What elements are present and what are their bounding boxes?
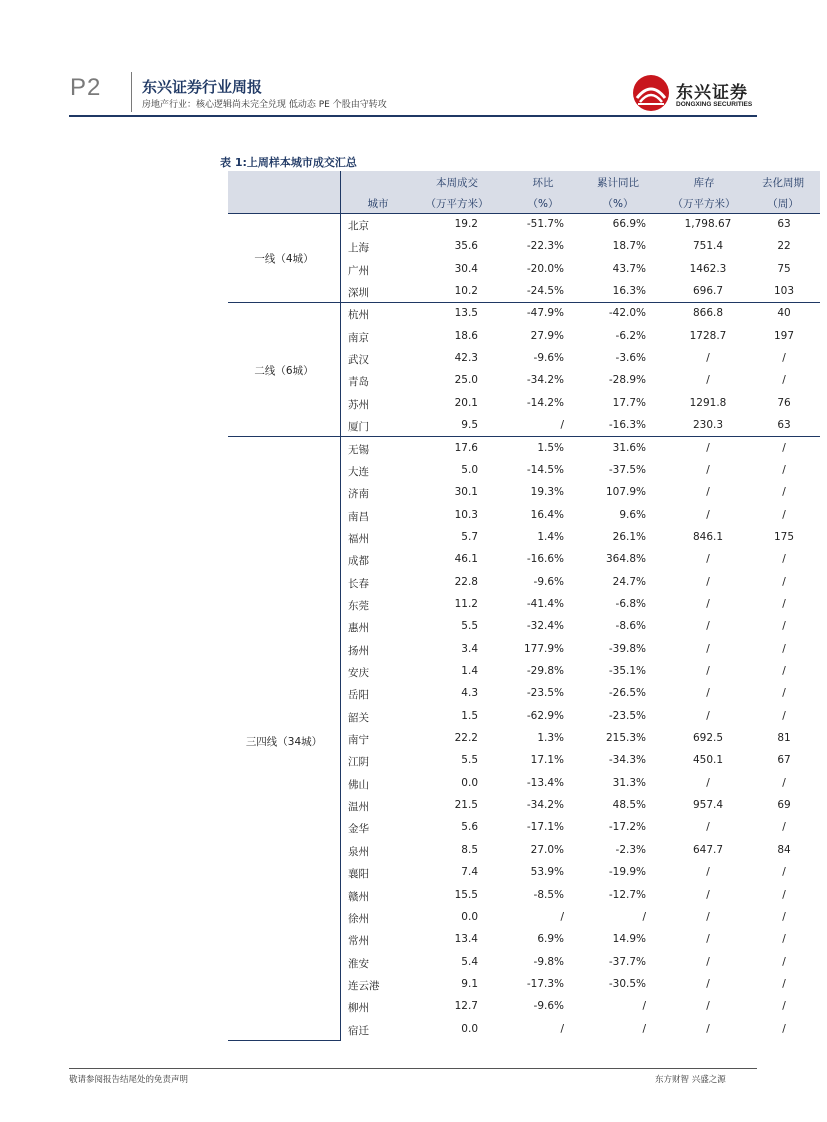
table-row [340, 416, 820, 438]
table-row [340, 1020, 820, 1042]
cell-volume: 10.3 [454, 508, 478, 521]
table-row [340, 371, 820, 393]
cell-volume: 5.7 [461, 530, 478, 543]
cell-volume: 11.2 [454, 597, 478, 610]
cell-volume: 17.6 [454, 441, 478, 454]
table-row [340, 640, 820, 662]
table-row [340, 394, 820, 416]
report-title: 东兴证券行业周报 [142, 78, 263, 96]
cell-cycle: 76 [777, 396, 791, 409]
table-row [340, 796, 820, 818]
cell-inventory: / [706, 776, 710, 789]
table-row [340, 729, 820, 751]
col-header-inventory-unit: （万平方米） [672, 198, 736, 210]
table-row [340, 282, 820, 304]
cell-city: 徐州 [348, 912, 369, 925]
cell-city: 赣州 [348, 890, 369, 903]
col-header-cycle-unit: （周） [767, 198, 799, 210]
cell-yoy: 107.9% [605, 486, 646, 499]
cell-volume: 5.5 [461, 620, 478, 633]
cell-cycle: 197 [773, 329, 795, 342]
col-header-yoy-unit: （%） [602, 198, 634, 210]
table-caption: 表 1:上周样本城市成交汇总 [220, 156, 357, 169]
cell-mom: / [560, 910, 564, 923]
cell-city: 常州 [348, 935, 369, 948]
cell-volume: 46.1 [454, 553, 478, 566]
cell-city: 无锡 [348, 443, 369, 456]
cell-volume: 9.1 [461, 977, 478, 990]
cell-yoy: -2.3% [615, 843, 646, 856]
cell-inventory: / [706, 709, 710, 722]
cell-inventory: 866.8 [692, 307, 724, 320]
logo-text-cn: 东兴证券 [676, 83, 748, 103]
cell-yoy: -12.7% [608, 888, 646, 901]
table-row [340, 684, 820, 706]
cell-cycle: / [782, 821, 786, 834]
cell-mom: -34.2% [526, 799, 564, 812]
cell-inventory: / [706, 933, 710, 946]
cell-inventory: 751.4 [692, 240, 724, 253]
cell-inventory: / [706, 977, 710, 990]
cell-cycle: 67 [777, 754, 791, 767]
cell-cycle: / [782, 642, 786, 655]
cell-mom: -17.1% [526, 821, 564, 834]
table-row [340, 506, 820, 528]
table-row [340, 461, 820, 483]
cell-inventory: / [706, 575, 710, 588]
cell-yoy: 31.3% [612, 776, 646, 789]
cell-cycle: 69 [777, 799, 791, 812]
cell-inventory: 647.7 [692, 843, 724, 856]
cell-mom: -16.6% [526, 553, 564, 566]
cell-cycle: / [782, 1022, 786, 1035]
cell-city: 连云港 [348, 979, 380, 992]
cell-inventory: / [706, 597, 710, 610]
col-header-inventory: 库存 [693, 177, 715, 189]
cell-yoy: -16.3% [608, 419, 646, 432]
cell-city: 长春 [348, 577, 369, 590]
cell-inventory: 1,798.67 [684, 218, 732, 230]
cell-city: 广州 [348, 264, 369, 277]
cell-cycle: / [782, 910, 786, 923]
cell-yoy: 16.3% [612, 285, 646, 298]
cell-inventory: 1728.7 [689, 329, 727, 342]
cell-city: 扬州 [348, 644, 369, 657]
cell-cycle: / [782, 441, 786, 454]
cell-yoy: -19.9% [608, 866, 646, 879]
cell-inventory: 1291.8 [689, 396, 727, 409]
cell-city: 佛山 [348, 778, 369, 791]
cell-inventory: / [706, 642, 710, 655]
cell-mom: -9.6% [533, 1000, 564, 1013]
cell-cycle: 75 [777, 262, 791, 275]
cell-cycle: / [782, 597, 786, 610]
cell-inventory: 957.4 [692, 799, 724, 812]
cell-city: 襄阳 [348, 868, 369, 881]
col-header-cycle: 去化周期 [762, 177, 804, 189]
cell-mom: -14.5% [526, 463, 564, 476]
cell-yoy: -17.2% [608, 821, 646, 834]
cell-cycle: / [782, 955, 786, 968]
cell-volume: 4.3 [461, 687, 478, 700]
logo-mark-icon [632, 74, 670, 112]
cell-yoy: -28.9% [608, 374, 646, 387]
table-row [340, 975, 820, 997]
col-header-volume: 本周成交 [436, 177, 478, 189]
report-subtitle: 房地产行业：核心逻辑尚未完全兑现 低动态 PE 个股由守转攻 [142, 100, 387, 110]
col-header-yoy: 累计同比 [597, 177, 639, 189]
table-row [340, 953, 820, 975]
cell-yoy: 66.9% [612, 218, 646, 230]
cell-inventory: / [706, 1000, 710, 1013]
table-row [340, 997, 820, 1019]
cell-cycle: 175 [773, 530, 795, 543]
cell-city: 苏州 [348, 398, 369, 411]
cell-volume: 5.0 [461, 463, 478, 476]
table-row [340, 707, 820, 729]
table-row [340, 483, 820, 505]
cell-volume: 1.5 [461, 709, 478, 722]
cell-mom: 27.9% [530, 329, 564, 342]
cell-mom: 53.9% [530, 866, 564, 879]
footer-slogan: 东方财智 兴盛之源 [655, 1075, 726, 1085]
cell-cycle: 84 [777, 843, 791, 856]
cell-mom: -17.3% [526, 977, 564, 990]
table-row [340, 662, 820, 684]
cell-volume: 1.4 [461, 665, 478, 677]
cell-cycle: 22 [777, 240, 791, 253]
cell-city: 泉州 [348, 845, 369, 858]
cell-cycle: / [782, 508, 786, 521]
cell-cycle: 81 [777, 732, 791, 745]
cell-volume: 13.4 [454, 933, 478, 946]
cell-mom: -9.6% [533, 352, 564, 365]
cell-city: 金华 [348, 823, 369, 836]
cell-inventory: 230.3 [692, 419, 724, 432]
cell-mom: 177.9% [523, 642, 564, 655]
cell-cycle: / [782, 687, 786, 700]
cell-cycle: / [782, 665, 786, 677]
cell-yoy: -39.8% [608, 642, 646, 655]
cell-volume: 22.8 [454, 575, 478, 588]
cell-cycle: / [782, 575, 786, 588]
table-row [340, 863, 820, 885]
table-row [340, 550, 820, 572]
cell-volume: 15.5 [454, 888, 478, 901]
cell-city: 淮安 [348, 957, 369, 970]
cell-yoy: 48.5% [612, 799, 646, 812]
cell-cycle: 63 [777, 419, 791, 432]
cell-mom: -62.9% [526, 709, 564, 722]
cell-city: 青岛 [348, 376, 369, 389]
cell-mom: -8.5% [533, 888, 564, 901]
cell-mom: -29.8% [526, 665, 564, 677]
cell-inventory: / [706, 508, 710, 521]
cell-mom: 27.0% [530, 843, 564, 856]
footer-disclaimer: 敬请参阅报告结尾处的免责声明 [69, 1075, 189, 1085]
cell-city: 安庆 [348, 667, 369, 679]
table-header-rule [228, 213, 820, 214]
cell-volume: 8.5 [461, 843, 478, 856]
cell-inventory: / [706, 687, 710, 700]
cell-yoy: 215.3% [605, 732, 646, 745]
cell-city: 惠州 [348, 622, 369, 635]
cell-volume: 21.5 [454, 799, 478, 812]
table-row [340, 908, 820, 930]
cell-cycle: / [782, 486, 786, 499]
page-number: P2 [70, 74, 102, 101]
col-header-mom-unit: （%） [527, 198, 559, 210]
col-header-mom: 环比 [532, 177, 554, 189]
cell-city: 深圳 [348, 287, 369, 300]
table-header [228, 171, 820, 213]
cell-city: 成都 [348, 555, 369, 568]
cell-volume: 22.2 [454, 732, 478, 745]
cell-yoy: -37.5% [608, 463, 646, 476]
cell-inventory: 692.5 [692, 732, 724, 745]
cell-inventory: 846.1 [692, 530, 724, 543]
table-row [340, 528, 820, 550]
cell-mom: -9.6% [533, 575, 564, 588]
cell-mom: 6.9% [537, 933, 564, 946]
cell-mom: -47.9% [526, 307, 564, 320]
table-row [340, 818, 820, 840]
cell-inventory: / [706, 910, 710, 923]
cell-city: 东莞 [348, 599, 369, 612]
cell-yoy: 9.6% [619, 508, 646, 521]
cell-yoy: -8.6% [615, 620, 646, 633]
cell-yoy: 31.6% [612, 441, 646, 454]
cell-cycle: 103 [773, 285, 795, 298]
table-row [340, 774, 820, 796]
table-row [340, 930, 820, 952]
cell-inventory: / [706, 486, 710, 499]
header-divider [131, 72, 132, 112]
cell-yoy: 26.1% [612, 530, 646, 543]
table-row [340, 260, 820, 282]
cell-volume: 0.0 [461, 910, 478, 923]
cell-volume: 20.1 [454, 396, 478, 409]
table-row [340, 327, 820, 349]
cell-cycle: / [782, 888, 786, 901]
cell-inventory: 1462.3 [689, 262, 727, 275]
cell-yoy: / [642, 1022, 646, 1035]
cell-inventory: / [706, 866, 710, 879]
cell-yoy: 24.7% [612, 575, 646, 588]
cell-mom: 1.4% [537, 530, 564, 543]
col-header-volume-unit: （万平方米） [425, 198, 489, 210]
cell-mom: -14.2% [526, 396, 564, 409]
cell-volume: 13.5 [454, 307, 478, 320]
cell-volume: 30.1 [454, 486, 478, 499]
table-row [340, 215, 820, 237]
cell-mom: -20.0% [526, 262, 564, 275]
cell-volume: 12.7 [454, 1000, 478, 1013]
cell-volume: 10.2 [454, 285, 478, 298]
cell-inventory: / [706, 665, 710, 677]
cell-mom: -34.2% [526, 374, 564, 387]
cell-yoy: 43.7% [612, 262, 646, 275]
cell-yoy: -6.2% [615, 329, 646, 342]
cell-cycle: / [782, 352, 786, 365]
cell-volume: 0.0 [461, 1022, 478, 1035]
cell-yoy: -35.1% [608, 665, 646, 677]
cell-mom: / [560, 1022, 564, 1035]
cell-volume: 5.4 [461, 955, 478, 968]
cell-inventory: / [706, 441, 710, 454]
cell-city: 厦门 [348, 421, 369, 434]
cell-mom: -41.4% [526, 597, 564, 610]
company-logo [632, 74, 762, 114]
table-row [340, 617, 820, 639]
cell-city: 大连 [348, 465, 369, 478]
cell-mom: -32.4% [526, 620, 564, 633]
cell-inventory: / [706, 620, 710, 633]
cell-cycle: / [782, 553, 786, 566]
cell-volume: 7.4 [461, 866, 478, 879]
table-bottom-rule [228, 1040, 340, 1041]
cell-city: 宿迁 [348, 1024, 369, 1037]
cell-inventory: 696.7 [692, 285, 724, 298]
table-row [340, 349, 820, 371]
cell-mom: 19.3% [530, 486, 564, 499]
cell-cycle: / [782, 933, 786, 946]
cell-city: 福州 [348, 532, 369, 545]
cell-inventory: / [706, 553, 710, 566]
cell-yoy: 17.7% [612, 396, 646, 409]
table-row [340, 304, 820, 326]
cell-cycle: / [782, 374, 786, 387]
cell-city: 江阴 [348, 756, 369, 769]
cell-volume: 25.0 [454, 374, 478, 387]
cell-cycle: 63 [777, 218, 791, 230]
cell-city: 南京 [348, 331, 369, 344]
cell-cycle: / [782, 463, 786, 476]
cell-yoy: -30.5% [608, 977, 646, 990]
cell-volume: 0.0 [461, 776, 478, 789]
cell-volume: 35.6 [454, 240, 478, 253]
cell-yoy: 18.7% [612, 240, 646, 253]
logo-text-en: DONGXING SECURITIES [676, 101, 753, 108]
cell-cycle: / [782, 977, 786, 990]
cell-inventory: / [706, 463, 710, 476]
cell-yoy: -3.6% [615, 352, 646, 365]
cell-volume: 30.4 [454, 262, 478, 275]
col-header-city: 城市 [367, 198, 389, 210]
cell-mom: -24.5% [526, 285, 564, 298]
table-row [340, 595, 820, 617]
cell-volume: 3.4 [461, 642, 478, 655]
cell-volume: 5.5 [461, 754, 478, 767]
cell-volume: 5.6 [461, 821, 478, 834]
cell-city: 南宁 [348, 734, 369, 747]
cell-yoy: -42.0% [608, 307, 646, 320]
group-label-tier3-4: 三四线（34城） [245, 736, 323, 748]
cell-inventory: 450.1 [692, 754, 724, 767]
header-rule [69, 115, 757, 117]
cell-cycle: / [782, 620, 786, 633]
cell-city: 杭州 [348, 309, 369, 322]
cell-city: 上海 [348, 242, 369, 255]
cell-cycle: / [782, 1000, 786, 1013]
cell-yoy: -26.5% [608, 687, 646, 700]
table-row [340, 841, 820, 863]
cell-city: 岳阳 [348, 689, 369, 702]
cell-inventory: / [706, 955, 710, 968]
cell-yoy: / [642, 910, 646, 923]
cell-mom: 17.1% [530, 754, 564, 767]
cell-mom: -51.7% [526, 218, 564, 230]
cell-yoy: -23.5% [608, 709, 646, 722]
cell-inventory: / [706, 888, 710, 901]
cell-volume: 42.3 [454, 352, 478, 365]
cell-mom: -23.5% [526, 687, 564, 700]
cell-cycle: / [782, 866, 786, 879]
cell-yoy: / [642, 1000, 646, 1013]
cell-cycle: / [782, 709, 786, 722]
cell-mom: 1.5% [537, 441, 564, 454]
cell-inventory: / [706, 1022, 710, 1035]
cell-city: 南昌 [348, 510, 369, 523]
group-label-tier1: 一线（4城） [254, 253, 314, 265]
cell-volume: 9.5 [461, 419, 478, 432]
table-row [340, 439, 820, 461]
cell-inventory: / [706, 374, 710, 387]
cell-volume: 18.6 [454, 329, 478, 342]
table-row [340, 751, 820, 773]
cell-yoy: 14.9% [612, 933, 646, 946]
cell-mom: / [560, 419, 564, 432]
cell-yoy: 364.8% [605, 553, 646, 566]
table-row [340, 237, 820, 259]
cell-mom: -22.3% [526, 240, 564, 253]
table-row [340, 886, 820, 908]
cell-yoy: -34.3% [608, 754, 646, 767]
cell-inventory: / [706, 352, 710, 365]
cell-cycle: 40 [777, 307, 791, 320]
cell-inventory: / [706, 821, 710, 834]
cell-yoy: -6.8% [615, 597, 646, 610]
cell-city: 武汉 [348, 354, 369, 367]
group-label-tier2: 二线（6城） [254, 365, 314, 377]
cell-city: 济南 [348, 488, 369, 501]
cell-mom: -9.8% [533, 955, 564, 968]
cell-city: 韶关 [348, 711, 369, 724]
cell-mom: 16.4% [530, 508, 564, 521]
footer-rule [69, 1068, 757, 1069]
cell-yoy: -37.7% [608, 955, 646, 968]
cell-city: 北京 [348, 220, 369, 232]
cell-city: 温州 [348, 801, 369, 814]
cell-mom: -13.4% [526, 776, 564, 789]
cell-mom: 1.3% [537, 732, 564, 745]
cell-city: 柳州 [348, 1002, 369, 1015]
cell-volume: 19.2 [454, 218, 478, 230]
table-row [340, 573, 820, 595]
cell-cycle: / [782, 776, 786, 789]
